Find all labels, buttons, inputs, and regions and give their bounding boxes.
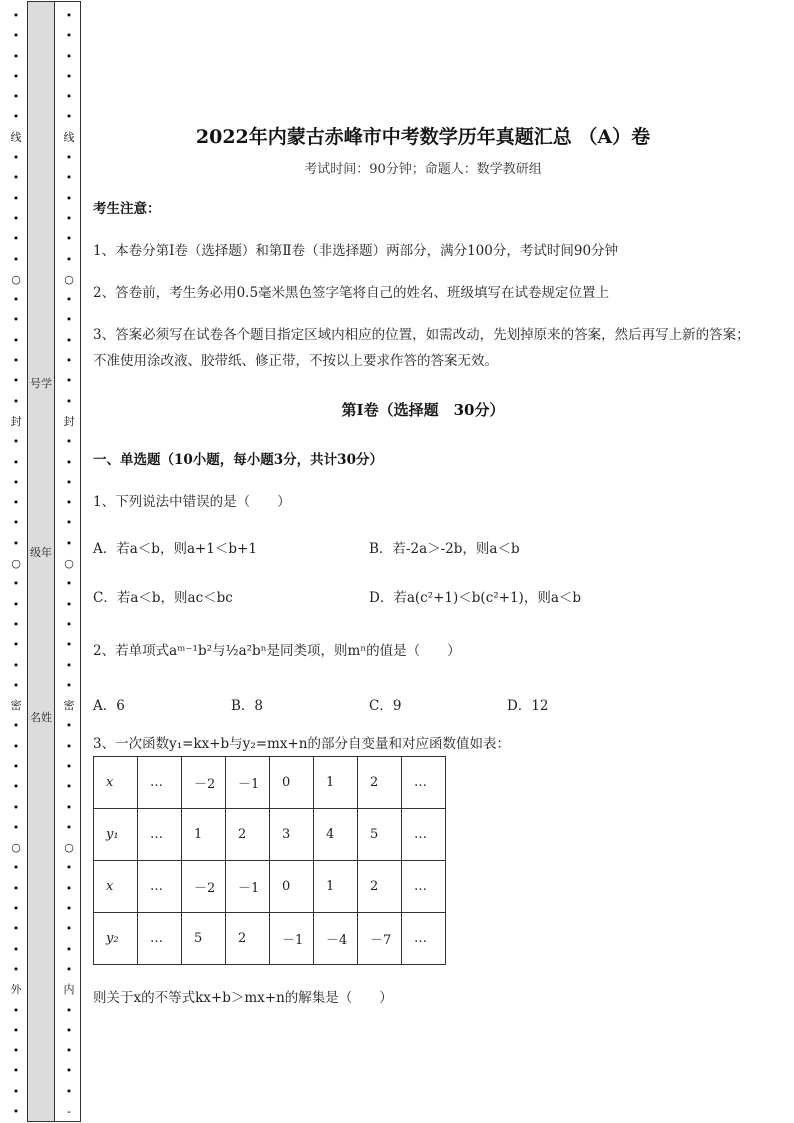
seal-mark: •	[12, 536, 20, 550]
seal-mark: •	[12, 861, 20, 875]
table-cell: …	[402, 913, 446, 965]
seal-mark: •	[65, 942, 73, 956]
seal-mark: •	[65, 1064, 73, 1078]
table-cell: 2	[226, 809, 270, 861]
seal-mark: •	[65, 171, 73, 185]
name-label: 名姓	[30, 711, 52, 724]
seal-mark: •	[12, 1003, 20, 1017]
seal-mark: •	[65, 800, 73, 814]
seal-mark: •	[12, 1064, 20, 1078]
seal-mark: ○	[11, 841, 21, 855]
seal-mark: •	[65, 902, 73, 916]
seal-mark: •	[12, 1105, 20, 1119]
seal-mark: 封	[63, 414, 75, 428]
q1-option-b: B．若-2a＞-2b，则a＜b	[369, 541, 520, 557]
seal-mark: •	[65, 1003, 73, 1017]
seal-mark: •	[12, 1044, 20, 1058]
seal-mark: •	[12, 232, 20, 246]
seal-mark: •	[65, 313, 73, 327]
seal-mark: •	[12, 49, 20, 63]
table-cell: 5	[358, 809, 402, 861]
seal-mark: •	[65, 374, 73, 388]
seal-mark: •	[12, 435, 20, 449]
seal-mark: •	[12, 171, 20, 185]
seal-mark: •	[12, 597, 20, 611]
seal-mark: 外	[10, 983, 22, 997]
seal-mark: •	[12, 455, 20, 469]
seal-mark: •	[65, 354, 73, 368]
seal-mark: 密	[63, 699, 75, 713]
seal-mark: •	[12, 29, 20, 43]
seal-mark: •	[65, 617, 73, 631]
table-cell: －1	[226, 757, 270, 809]
table-cell: －2	[182, 757, 226, 809]
seal-mark: •	[12, 759, 20, 773]
seal-mark: •	[65, 536, 73, 550]
q1-option-d: D．若a(c²+1)＜b(c²+1)，则a＜b	[369, 590, 582, 606]
seal-mark: •	[12, 922, 20, 936]
seal-mark: •	[12, 496, 20, 510]
table-cell: 2	[358, 757, 402, 809]
table-cell: …	[138, 757, 182, 809]
question-1-stem: 1、下列说法中错误的是（ ）	[93, 494, 291, 510]
seal-mark: •	[65, 455, 73, 469]
seal-mark: •	[65, 29, 73, 43]
table-cell: －2	[182, 861, 226, 913]
seal-mark: •	[65, 962, 73, 976]
table-cell: …	[402, 757, 446, 809]
seal-mark: •	[65, 293, 73, 307]
table-cell: 1	[182, 809, 226, 861]
seal-mark: ○	[11, 557, 21, 571]
q2-option-b: B．8	[231, 698, 264, 714]
seal-mark: 密	[10, 699, 22, 713]
table-cell: 2	[358, 861, 402, 913]
table-row	[94, 757, 446, 809]
seal-mark: •	[12, 211, 20, 225]
exam-info: 考试时间：90分钟；命题人：数学教研组	[304, 162, 542, 177]
seal-mark: ○	[64, 557, 74, 571]
seal-mark: •	[65, 1023, 73, 1037]
binding-margin	[0, 0, 84, 1123]
table-cell: …	[138, 861, 182, 913]
table-row	[94, 913, 446, 965]
seal-mark: 内	[63, 983, 75, 997]
seal-mark: •	[12, 354, 20, 368]
seal-mark: •	[65, 577, 73, 591]
seal-mark: •	[12, 9, 20, 22]
seal-mark: •	[12, 719, 20, 733]
seal-mark: •	[65, 49, 73, 63]
seal-mark: •	[12, 617, 20, 631]
seal-mark: •	[65, 435, 73, 449]
seal-mark: •	[65, 678, 73, 692]
seal-mark: ○	[11, 272, 21, 286]
seal-mark: •	[65, 922, 73, 936]
seal-mark: •	[65, 333, 73, 347]
seal-mark: •	[12, 151, 20, 165]
table-cell: 0	[270, 757, 314, 809]
seal-mark: •	[12, 800, 20, 814]
q2-option-d: D．12	[507, 698, 549, 714]
seal-mark: •	[65, 496, 73, 510]
seal-mark: •	[12, 1023, 20, 1037]
table-cell: …	[138, 809, 182, 861]
seal-mark: •	[12, 90, 20, 104]
seal-mark: •	[12, 577, 20, 591]
seal-mark: •	[12, 678, 20, 692]
info-strip	[27, 1, 55, 1122]
seal-mark: •	[12, 333, 20, 347]
seal-mark: •	[65, 475, 73, 489]
section-title: 第Ⅰ卷（选择题 30分）	[341, 401, 505, 419]
seal-mark: •	[12, 881, 20, 895]
notice-item: 2、答卷前，考生务必用0.5毫米黑色签字笔将自己的姓名、班级填写在试卷规定位置上	[93, 285, 610, 301]
notice-heading: 考生注意：	[93, 201, 161, 217]
seal-mark: •	[65, 597, 73, 611]
notice-item: 1、本卷分第Ⅰ卷（选择题）和第Ⅱ卷（非选择题）两部分，满分100分，考试时间90分钟	[93, 243, 619, 259]
table-cell: x	[94, 861, 138, 913]
seal-mark: •	[65, 658, 73, 672]
table-cell: 1	[314, 861, 358, 913]
notice-item: 3、答案必须写在试卷各个题目指定区域内相应的位置，如需改动，先划掉原来的答案，然后再写上新的答案；不准使用涂改液、胶带纸、修正带，不按以上要求作答的答案无效。	[93, 327, 750, 369]
seal-mark: •	[12, 394, 20, 408]
seal-mark: •	[65, 759, 73, 773]
table-cell: y₂	[94, 913, 138, 965]
q1-option-a: A．若a＜b，则a+1＜b+1	[93, 541, 257, 557]
seal-mark: •	[65, 232, 73, 246]
seal-mark: •	[65, 69, 73, 83]
seal-mark: •	[65, 719, 73, 733]
seal-mark: •	[65, 861, 73, 875]
table-cell: 2	[226, 913, 270, 965]
seal-mark: •	[65, 1084, 73, 1098]
seal-mark: •	[65, 739, 73, 753]
seal-mark: ○	[64, 272, 74, 286]
table-cell: －4	[314, 913, 358, 965]
seal-mark: •	[12, 313, 20, 327]
student-number-label: 号学	[30, 377, 52, 390]
page-title: 2022年内蒙古赤峰市中考数学历年真题汇总 （A）卷	[195, 126, 651, 148]
seal-mark: 线	[63, 130, 75, 144]
seal-mark: •	[65, 881, 73, 895]
seal-mark: •	[65, 1044, 73, 1058]
q2-option-a: A．6	[93, 698, 125, 714]
table-cell: 5	[182, 913, 226, 965]
seal-mark: •	[12, 293, 20, 307]
q2-option-c: C．9	[369, 698, 402, 714]
grade-label: 级年	[30, 546, 52, 559]
seal-mark: •	[65, 110, 73, 124]
seal-mark: •	[65, 211, 73, 225]
table-cell: y₁	[94, 809, 138, 861]
seal-mark: •	[12, 69, 20, 83]
table-cell: x	[94, 757, 138, 809]
table-cell: 4	[314, 809, 358, 861]
question-2-stem: 2、若单项式aᵐ⁻¹b²与½a²bⁿ是同类项，则mⁿ的值是（ ）	[93, 643, 461, 659]
table-row	[94, 861, 446, 913]
seal-mark: •	[12, 902, 20, 916]
inner-seal-line	[57, 6, 81, 1122]
table-cell: …	[402, 861, 446, 913]
seal-mark: •	[12, 962, 20, 976]
part-heading: 一、单选题（10小题，每小题3分，共计30分）	[93, 452, 383, 468]
seal-mark: ○	[64, 841, 74, 855]
question-3-stem: 3、一次函数y₁=kx+b与y₂=mx+n的部分自变量和对应函数值如表：	[93, 736, 510, 752]
seal-mark: •	[12, 374, 20, 388]
seal-mark: •	[65, 638, 73, 652]
seal-mark: •	[12, 658, 20, 672]
table-cell: 3	[270, 809, 314, 861]
q1-option-c: C．若a＜b，则ac＜bc	[93, 590, 233, 606]
table-cell: －1	[226, 861, 270, 913]
seal-mark: •	[12, 475, 20, 489]
seal-mark: •	[65, 516, 73, 530]
table-cell: 0	[270, 861, 314, 913]
table-cell: …	[138, 913, 182, 965]
seal-mark: •	[12, 820, 20, 834]
seal-mark: •	[65, 151, 73, 165]
table-cell: 1	[314, 757, 358, 809]
seal-mark: •	[65, 9, 73, 22]
seal-mark: •	[65, 191, 73, 205]
seal-mark: •	[12, 252, 20, 266]
seal-mark: •	[12, 516, 20, 530]
seal-mark: •	[12, 780, 20, 794]
table-cell: －7	[358, 913, 402, 965]
seal-mark: •	[65, 90, 73, 104]
seal-mark: •	[12, 739, 20, 753]
seal-mark: •	[12, 110, 20, 124]
outer-seal-line	[4, 6, 28, 1122]
seal-mark: •	[12, 638, 20, 652]
seal-mark: •	[65, 780, 73, 794]
table-cell: －1	[270, 913, 314, 965]
question-3-tail: 则关于x的不等式kx+b＞mx+n的解集是（ ）	[93, 990, 393, 1006]
function-value-table	[93, 756, 446, 965]
seal-mark: •	[65, 394, 73, 408]
table-row	[94, 809, 446, 861]
seal-mark: •	[65, 252, 73, 266]
seal-mark: •	[65, 820, 73, 834]
seal-mark: •	[12, 191, 20, 205]
seal-mark: 线	[10, 130, 22, 144]
seal-mark: •	[12, 1084, 20, 1098]
table-cell: …	[402, 809, 446, 861]
seal-mark: 封	[10, 414, 22, 428]
seal-mark: •	[12, 942, 20, 956]
seal-mark: -	[67, 1105, 71, 1119]
